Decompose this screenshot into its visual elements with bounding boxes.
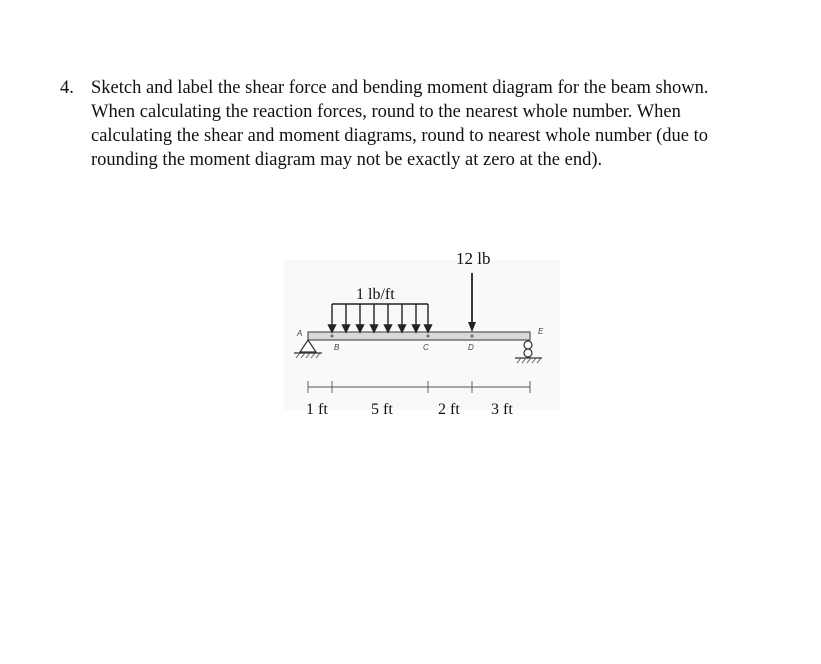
problem-statement: [91, 76, 781, 172]
dimension-label-cd: 2 ft: [438, 401, 460, 418]
problem-number: 4.: [60, 78, 74, 98]
beam-diagram: [270, 236, 570, 426]
problem-line-3: calculating the shear and moment diagrams, round to nearest whole number (due to: [91, 126, 708, 146]
dimension-label-de: 3 ft: [491, 401, 513, 418]
point-label-e: E: [538, 327, 544, 336]
dimension-label-bc: 5 ft: [371, 401, 393, 418]
point-label-a: A: [297, 329, 303, 338]
problem-line-1: Sketch and label the shear force and bending moment diagram for the beam shown.: [91, 78, 709, 98]
beam-diagram-svg: [270, 236, 570, 426]
beam: [308, 332, 530, 340]
point-label-b: B: [334, 343, 340, 352]
dimension-label-ab: 1 ft: [306, 401, 328, 418]
point-label-c: C: [423, 343, 429, 352]
point-label-d: D: [468, 343, 474, 352]
problem-line-4: rounding the moment diagram may not be exactly at zero at the end).: [91, 150, 603, 170]
point-load-label: 12 lb: [456, 249, 491, 268]
distributed-load-label: 1 lb/ft: [356, 286, 395, 303]
problem-line-2: When calculating the reaction forces, round to the nearest whole number. When: [91, 102, 681, 122]
